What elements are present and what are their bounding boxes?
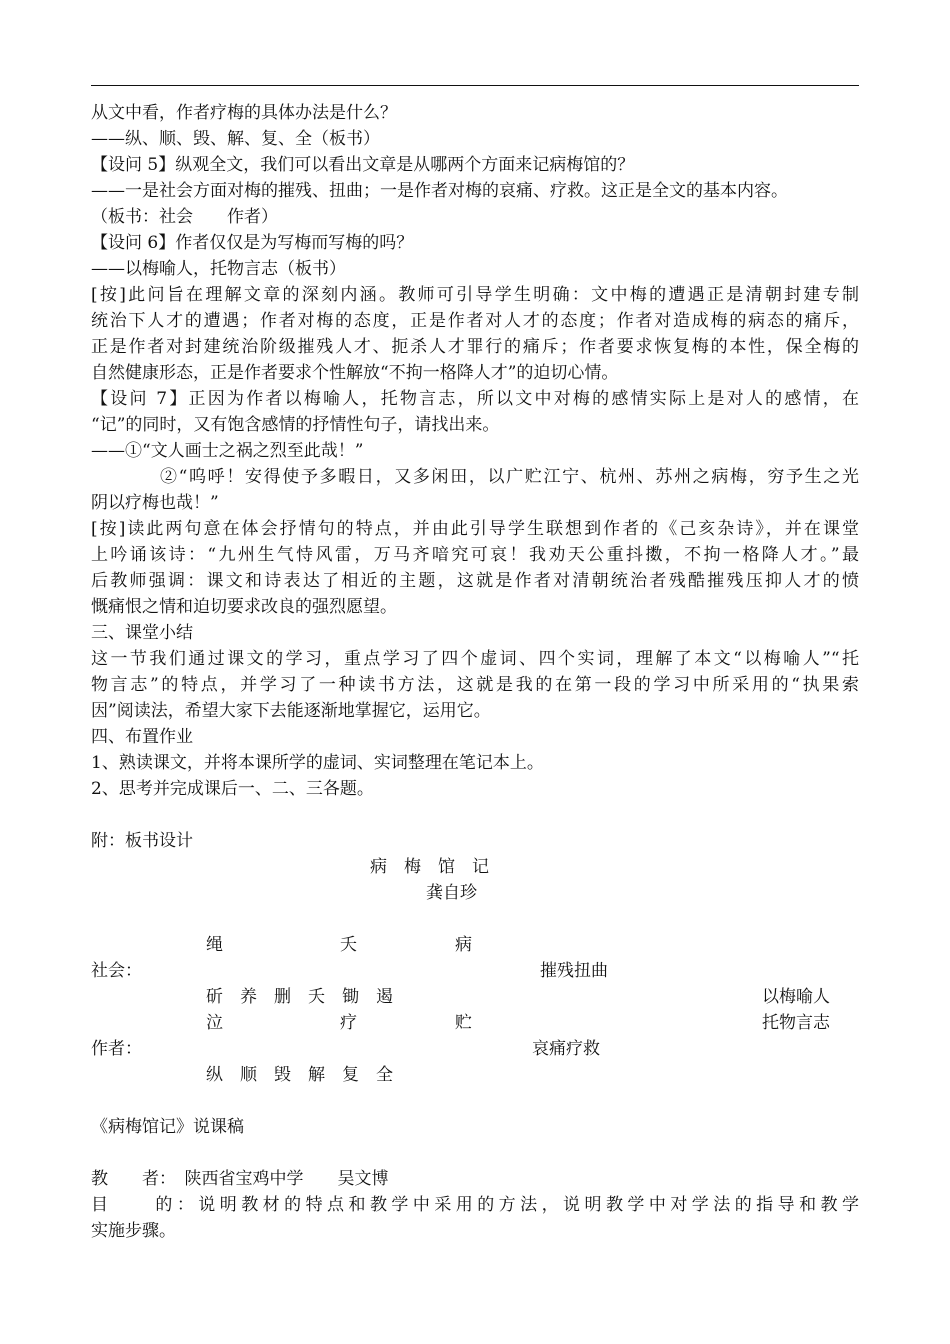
header-rule — [91, 85, 859, 86]
purpose-line: 实施步骤。 — [91, 1221, 176, 1241]
board-word: 疗 — [340, 1013, 357, 1033]
text-line: 从文中看，作者疗梅的具体办法是什么？ — [91, 103, 397, 123]
purpose-line: 目 的：说明教材的特点和教学中采用的方法，说明教学中对学法的指导和教学 — [91, 1195, 859, 1215]
board-word: 夭 — [340, 935, 357, 955]
text-line: 正是作者对封建统治阶级摧残人才、扼杀人才罪行的痛斥；作者要求恢复梅的本性，保全梅的 — [91, 337, 859, 357]
text-line: 【设问 5】纵观全文，我们可以看出文章是从哪两个方面来记病梅馆的？ — [91, 155, 635, 175]
doc-title: 《病梅馆记》说课稿 — [91, 1117, 244, 1137]
text-line: “记”的同时，又有饱含感情的抒情性句子，请找出来。 — [91, 415, 500, 435]
text-line: 这一节我们通过课文的学习，重点学习了四个虚词、四个实词，理解了本文“以梅喻人”“托 — [91, 649, 859, 669]
board-row: 纵 顺 毁 解 复 全 — [206, 1065, 393, 1085]
text-line: 【设问 6】作者仅仅是为写梅而写梅的吗？ — [91, 233, 414, 253]
text-line: 2、思考并完成课后一、二、三各题。 — [91, 779, 374, 799]
board-author: 龚自珍 — [426, 883, 477, 903]
board-word: 贮 — [455, 1013, 472, 1033]
board-word: 绳 — [206, 935, 223, 955]
text-line: ——一是社会方面对梅的摧残、扭曲；一是作者对梅的哀痛、疗救。这正是全文的基本内容。 — [91, 181, 788, 201]
section-heading: 四、布置作业 — [91, 727, 193, 747]
text-line: 后教师强调：课文和诗表达了相近的主题，这就是作者对清朝统治者残酷摧残压抑人才的愤 — [91, 571, 859, 591]
text-line: [按]读此两句意在体会抒情句的特点，并由此引导学生联想到作者的《己亥杂诗》，并在课堂 — [91, 519, 859, 539]
text-line: 1、熟读课文，并将本课所学的虚词、实词整理在笔记本上。 — [91, 753, 544, 773]
text-line: [按]此问旨在理解文章的深刻内涵。教师可引导学生明确：文中梅的遭遇正是清朝封建专制 — [91, 285, 859, 305]
board-word: 病 — [455, 935, 472, 955]
text-line: 自然健康形态，正是作者要求个性解放“不拘一格降人才”的迫切心情。 — [91, 363, 619, 383]
text-line: 阴以疗梅也哉！” — [91, 493, 219, 513]
board-meaning: 托物言志 — [762, 1013, 830, 1033]
section-heading: 三、课堂小结 — [91, 623, 193, 643]
board-row: 斫 养 删 夭 锄 遏 — [206, 987, 393, 1007]
text-line: ——纵、顺、毁、解、复、全（板书） — [91, 129, 380, 149]
board-author-summary: 哀痛疗救 — [532, 1039, 600, 1059]
text-line: 慨痛恨之情和迫切要求改良的强烈愿望。 — [91, 597, 397, 617]
board-author-label: 作者： — [91, 1039, 142, 1059]
text-line: 因”阅读法，希望大家下去能逐渐地掌握它，运用它。 — [91, 701, 491, 721]
text-line: 【设问 7】正因为作者以梅喻人，托物言志，所以文中对梅的感情实际上是对人的感情，在 — [91, 389, 859, 409]
text-line: 附：板书设计 — [91, 831, 193, 851]
text-line: ②“呜呼！安得使予多暇日，又多闲田，以广贮江宁、杭州、苏州之病梅，穷予生之光 — [160, 467, 859, 487]
board-social-summary: 摧残扭曲 — [540, 961, 608, 981]
board-word: 泣 — [206, 1013, 223, 1033]
board-meaning: 以梅喻人 — [762, 987, 830, 1007]
text-line: 上吟诵该诗：“九州生气恃风雷，万马齐喑究可哀！我劝天公重抖擞，不拘一格降人才。”最 — [91, 545, 859, 565]
text-line: 物言志”的特点，并学习了一种读书方法，这就是我的在第一段的学习中所采用的“执果索 — [91, 675, 859, 695]
text-line: 统治下人才的遭遇；作者对梅的态度，正是作者对人才的态度；作者对造成梅的病态的痛斥， — [91, 311, 859, 331]
teacher-line: 教 者： 陕西省宝鸡中学 吴文博 — [91, 1169, 389, 1189]
text-line: ——①“文人画士之祸之烈至此哉！” — [91, 441, 364, 461]
board-social-label: 社会： — [91, 961, 142, 981]
text-line: （板书：社会 作者） — [91, 207, 278, 227]
board-title: 病 梅 馆 记 — [370, 857, 489, 877]
text-line: ——以梅喻人，托物言志（板书） — [91, 259, 346, 279]
